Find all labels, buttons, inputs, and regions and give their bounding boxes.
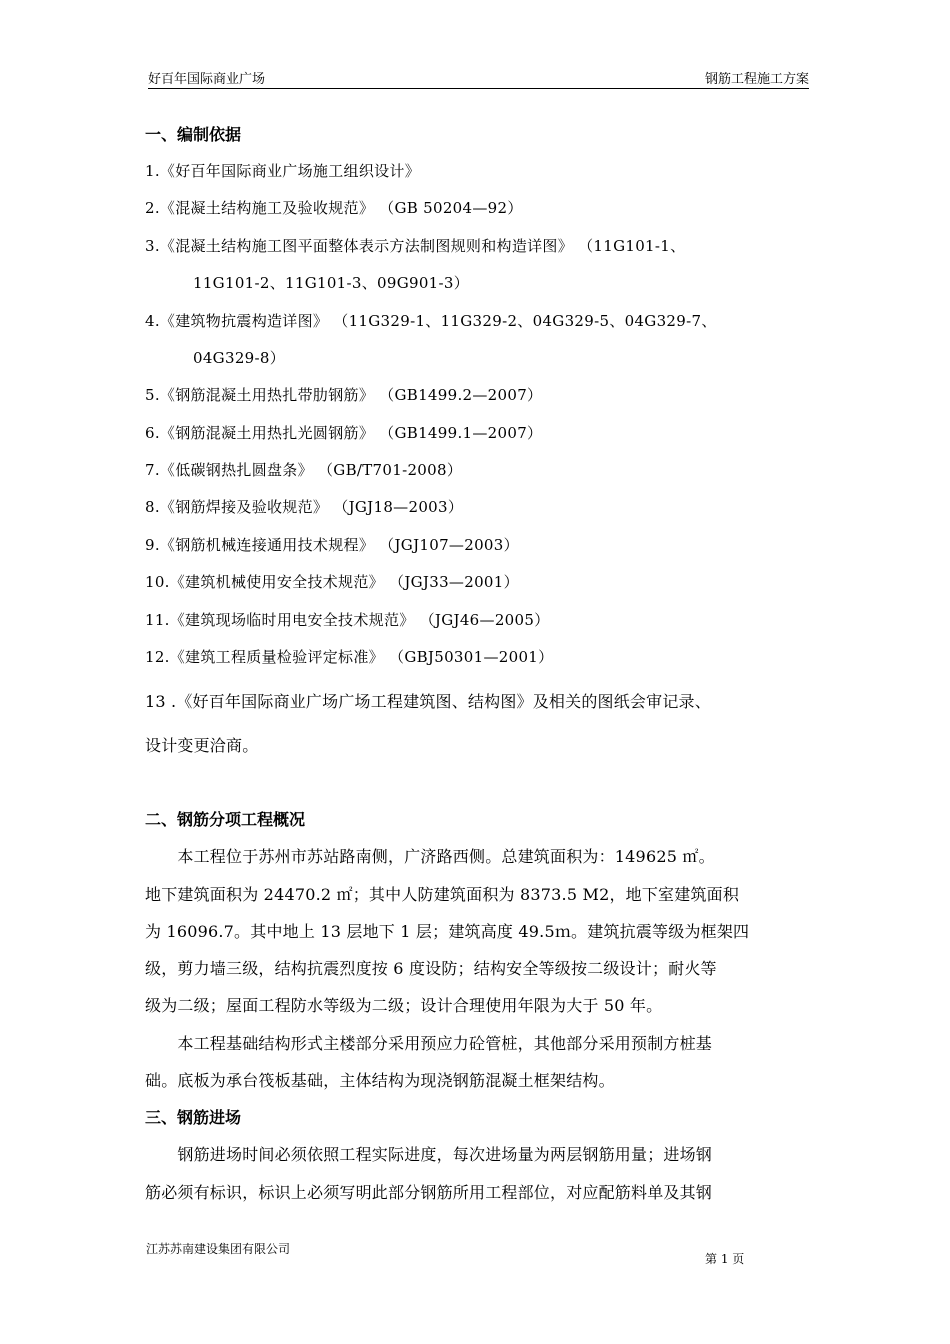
reference-item: 4.《建筑物抗震构造详图》 （11G329-1、11G329-2、04G329-5、04G329-7、 — [145, 312, 717, 330]
reference-item: 8.《钢筋焊接及验收规范》 （JGJ18—2003） — [145, 498, 464, 516]
section1-title: 一、编制依据 — [145, 125, 242, 144]
section2-paragraph-line: 本工程基础结构形式主楼部分采用预应力砼管桩，其他部分采用预制方桩基 — [145, 1034, 713, 1053]
reference-item: 3.《混凝土结构施工图平面整体表示方法制图规则和构造详图》 （11G101-1、 — [145, 237, 686, 255]
reference-item: 12.《建筑工程质量检验评定标准》 （GBJ50301—2001） — [145, 648, 554, 666]
reference-item: 9.《钢筋机械连接通用技术规程》 （JGJ107—2003） — [145, 536, 519, 554]
section2-paragraph-line: 础。底板为承台筏板基础，主体结构为现浇钢筋混凝土框架结构。 — [145, 1071, 615, 1090]
footer-page-number: 第 1 页 — [705, 1252, 745, 1266]
reference-item: 1.《好百年国际商业广场施工组织设计》 — [145, 162, 421, 180]
header-project-name: 好百年国际商业广场 — [148, 72, 266, 87]
reference-item: 11.《建筑现场临时用电安全技术规范》 （JGJ46—2005） — [145, 611, 550, 629]
reference-item: 7.《低碳钢热扎圆盘条》 （GB/T701-2008） — [145, 461, 463, 479]
footer-company: 江苏苏南建设集团有限公司 — [146, 1242, 291, 1256]
section3-paragraph-line: 筋必须有标识，标识上必须写明此部分钢筋所用工程部位，对应配筋料单及其钢 — [145, 1183, 713, 1202]
section2-paragraph-line: 本工程位于苏州市苏站路南侧，广济路西侧。总建筑面积为：149625 ㎡。 — [145, 847, 715, 866]
reference-item: 10.《建筑机械使用安全技术规范》 （JGJ33—2001） — [145, 573, 519, 591]
reference-item: 13 .《好百年国际商业广场广场工程建筑图、结构图》及相关的图纸会审记录、 — [145, 692, 711, 711]
section2-paragraph-line: 为 16096.7。其中地上 13 层地下 1 层；建筑高度 49.5ｍ。建筑抗震等级为框架四 — [145, 922, 750, 941]
section2-paragraph-line: 级为二级；屋面工程防水等级为二级；设计合理使用年限为大于 50 年。 — [145, 996, 663, 1015]
reference-item-continuation: 11G101-2、11G101-3、09G901-3） — [193, 274, 470, 292]
reference-item: 5.《钢筋混凝土用热扎带肋钢筋》 （GB1499.2—2007） — [145, 386, 543, 404]
section3-title: 三、钢筋进场 — [145, 1108, 242, 1127]
section3-paragraph-line: 钢筋进场时间必须依照工程实际进度，每次进场量为两层钢筋用量；进场钢 — [145, 1145, 713, 1164]
section2-paragraph-line: 地下建筑面积为 24470.2 ㎡；其中人防建筑面积为 8373.5 M2，地下室建筑面积 — [145, 885, 740, 904]
section2-paragraph-line: 级，剪力墙三级，结构抗震烈度按 6 度设防；结构安全等级按二级设计；耐火等 — [145, 959, 717, 978]
reference-item: 6.《钢筋混凝土用热扎光圆钢筋》 （GB1499.1—2007） — [145, 424, 543, 442]
reference-item-continuation: 04G329-8） — [193, 349, 286, 367]
header-document-title: 钢筋工程施工方案 — [704, 72, 809, 87]
page-header — [148, 66, 809, 89]
reference-item: 2.《混凝土结构施工及验收规范》 （GB 50204—92） — [145, 199, 523, 217]
section2-title: 二、钢筋分项工程概况 — [145, 810, 306, 829]
reference-item-continuation: 设计变更洽商。 — [145, 736, 259, 755]
